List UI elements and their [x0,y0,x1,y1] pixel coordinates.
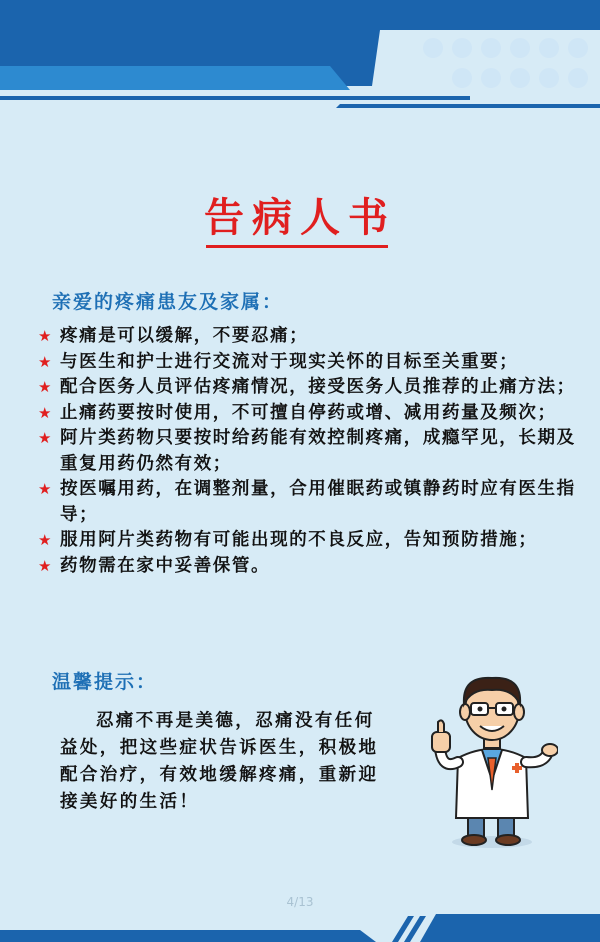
list-item: ★ 与医生和护士进行交流对于现实关怀的目标至关重要； [38,350,578,376]
page-title: 告病人书 [204,195,396,241]
list-item: ★ 阿片类药物只要按时给药能有效控制疼痛，成瘾罕见，长期及重复用药仍然有效； [38,428,576,474]
doctor-illustration [428,670,558,850]
greeting-heading: 亲爱的疼痛患友及家属： [52,291,284,313]
star-icon: ★ [38,352,54,371]
star-icon: ★ [38,378,54,396]
star-icon: ★ [38,327,54,345]
star-icon: ★ [38,429,54,447]
star-icon: ★ [38,403,54,422]
list-item: ★ 按医嘱用药，在调整剂量，合用催眠药或镇静药时应有医生指导； [38,479,576,525]
tips-heading: 温馨提示： [52,671,158,693]
decorative-dots [423,38,588,88]
notice-list [38,324,578,579]
footer-decoration [0,902,600,942]
list-item: ★ 药物需在家中妥善保管。 [38,554,578,580]
star-icon: ★ [38,480,54,498]
star-icon: ★ [38,556,54,575]
tips-body: 忍痛不再是美德，忍痛没有任何益处，把这些症状告诉医生，积极地配合治疗，有效地缓解疼痛，重新迎接美好的生活！ [60,711,379,812]
list-item: ★ 配合医务人员评估疼痛情况，接受医务人员推荐的止痛方法； [38,375,578,401]
list-item: ★ 服用阿片类药物有可能出现的不良反应，告知预防措施； [38,528,578,554]
list-item: ★ 止痛药要按时使用，不可擅自停药或增、减用药量及频次； [38,401,578,427]
page-number: 4/13 [286,895,314,909]
star-icon: ★ [38,531,54,549]
title-underline [206,245,388,248]
list-item: ★ 疼痛是可以缓解，不要忍痛； [38,324,578,350]
